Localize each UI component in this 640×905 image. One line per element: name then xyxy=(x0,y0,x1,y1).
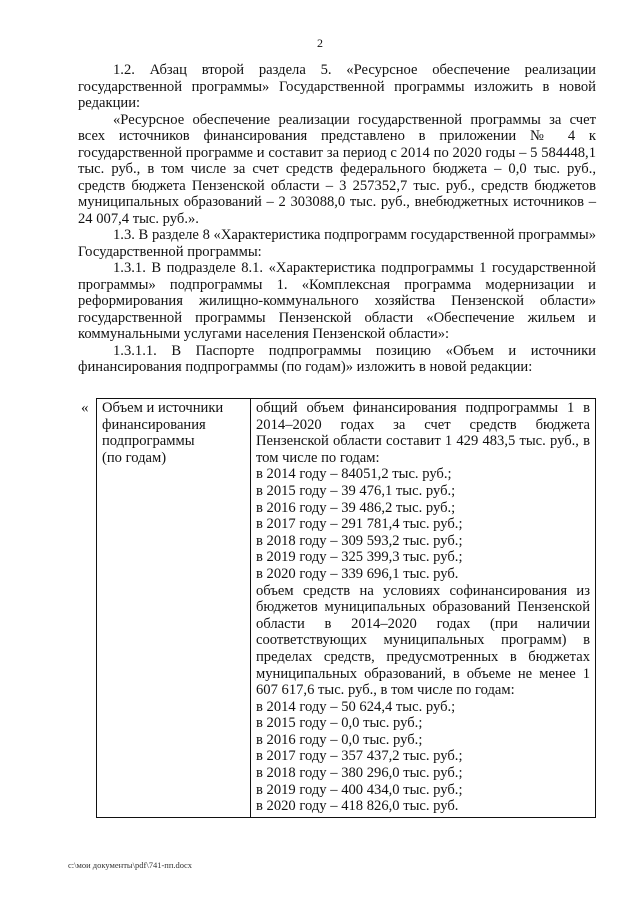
year-line: в 2018 году – 380 296,0 тыс. руб.; xyxy=(256,765,463,782)
year-line: в 2018 году – 309 593,2 тыс. руб.; xyxy=(256,532,463,549)
year-line: в 2015 году – 0,0 тыс. руб.; xyxy=(256,715,423,732)
passport-table xyxy=(96,398,596,818)
label-line: подпрограммы xyxy=(102,433,195,450)
file-path-footer: c:\мои документы\pdf\741-пп.docx xyxy=(68,860,193,870)
paragraph: 1.2. Абзац второй раздела 5. «Ресурсное обеспечение реализации государственной программы» Государственной программы изложить в новой редакции: xyxy=(78,62,596,111)
label-line: (по годам) xyxy=(102,449,167,466)
year-line: в 2020 году – 418 826,0 тыс. руб. xyxy=(256,798,459,815)
paragraph: 1.3.1. В подразделе 8.1. «Характеристика подпрограммы 1 государственной программы» подпрограммы 1. «Комплексная программа модернизации и реформирования жилищно-коммунального хозяйства Пензенской области» государственной программы Пензенской области «Обеспечение жильем и коммунальными услугами населения Пензенской области»: xyxy=(78,260,596,342)
paragraph: 1.3.1.1. В Паспорте подпрограммы позицию «Объем и источники финансирования подпрограммы (по годам)» изложить в новой редакции: xyxy=(78,342,596,375)
paragraph: 1.3. В разделе 8 «Характеристика подпрограмм государственной программы» Государственной программы: xyxy=(78,227,596,260)
year-line: в 2014 году – 50 624,4 тыс. руб.; xyxy=(256,698,456,715)
year-line: в 2017 году – 357 437,2 тыс. руб.; xyxy=(256,748,463,765)
table-row xyxy=(97,399,596,818)
funding-total-text: общий объем финансирования подпрограммы 1 в 2014–2020 годах за счет средств бюджета Пензенской области составит 1 429 483,5 тыс. руб., в том числе по годам: xyxy=(256,400,590,466)
year-line: в 2016 году – 39 486,2 тыс. руб.; xyxy=(256,499,456,516)
label-line: Объем и источники xyxy=(102,400,224,416)
year-line: в 2020 году – 339 696,1 тыс. руб. xyxy=(256,565,459,582)
cofinancing-text: объем средств на условиях софинансирования из бюджетов муниципальных образований Пензенской области в 2014–2020 годах (при наличии соответствующих муниципальных программ) в пределах средств, предусмотренных в бюджетах муниципальных образований, в объеме не менее 1 607 617,6 тыс. руб., в том числе по годам: xyxy=(256,582,590,699)
document-body xyxy=(78,62,596,376)
year-line: в 2016 году – 0,0 тыс. руб.; xyxy=(256,731,423,748)
year-line: в 2015 году – 39 476,1 тыс. руб.; xyxy=(256,482,456,499)
value-cell xyxy=(251,399,596,818)
year-line: в 2019 году – 325 399,3 тыс. руб.; xyxy=(256,549,463,566)
paragraph: «Ресурсное обеспечение реализации государственной программы за счет всех источников финансирования представлено в приложении № 4 к государственной программе и составит за период с 2014 по 2020 годы – 5 584448,1 тыс. руб., в том числе за счет средств федерального бюджета – 0,0 тыс. руб., средств бюджета Пензенской области – 3 257352,7 тыс. руб., средств бюджетов муниципальных образований – 2 303088,0 тыс. руб., внебюджетных источников – 24 007,4 тыс. руб.». xyxy=(78,111,596,227)
year-line: в 2014 году – 84051,2 тыс. руб.; xyxy=(256,466,452,483)
year-line: в 2019 году – 400 434,0 тыс. руб.; xyxy=(256,781,463,798)
opening-quote: « xyxy=(81,400,89,416)
label-cell xyxy=(97,399,251,818)
label-line: финансирования xyxy=(102,416,206,433)
year-line: в 2017 году – 291 781,4 тыс. руб.; xyxy=(256,516,463,533)
page-number: 2 xyxy=(317,36,323,50)
